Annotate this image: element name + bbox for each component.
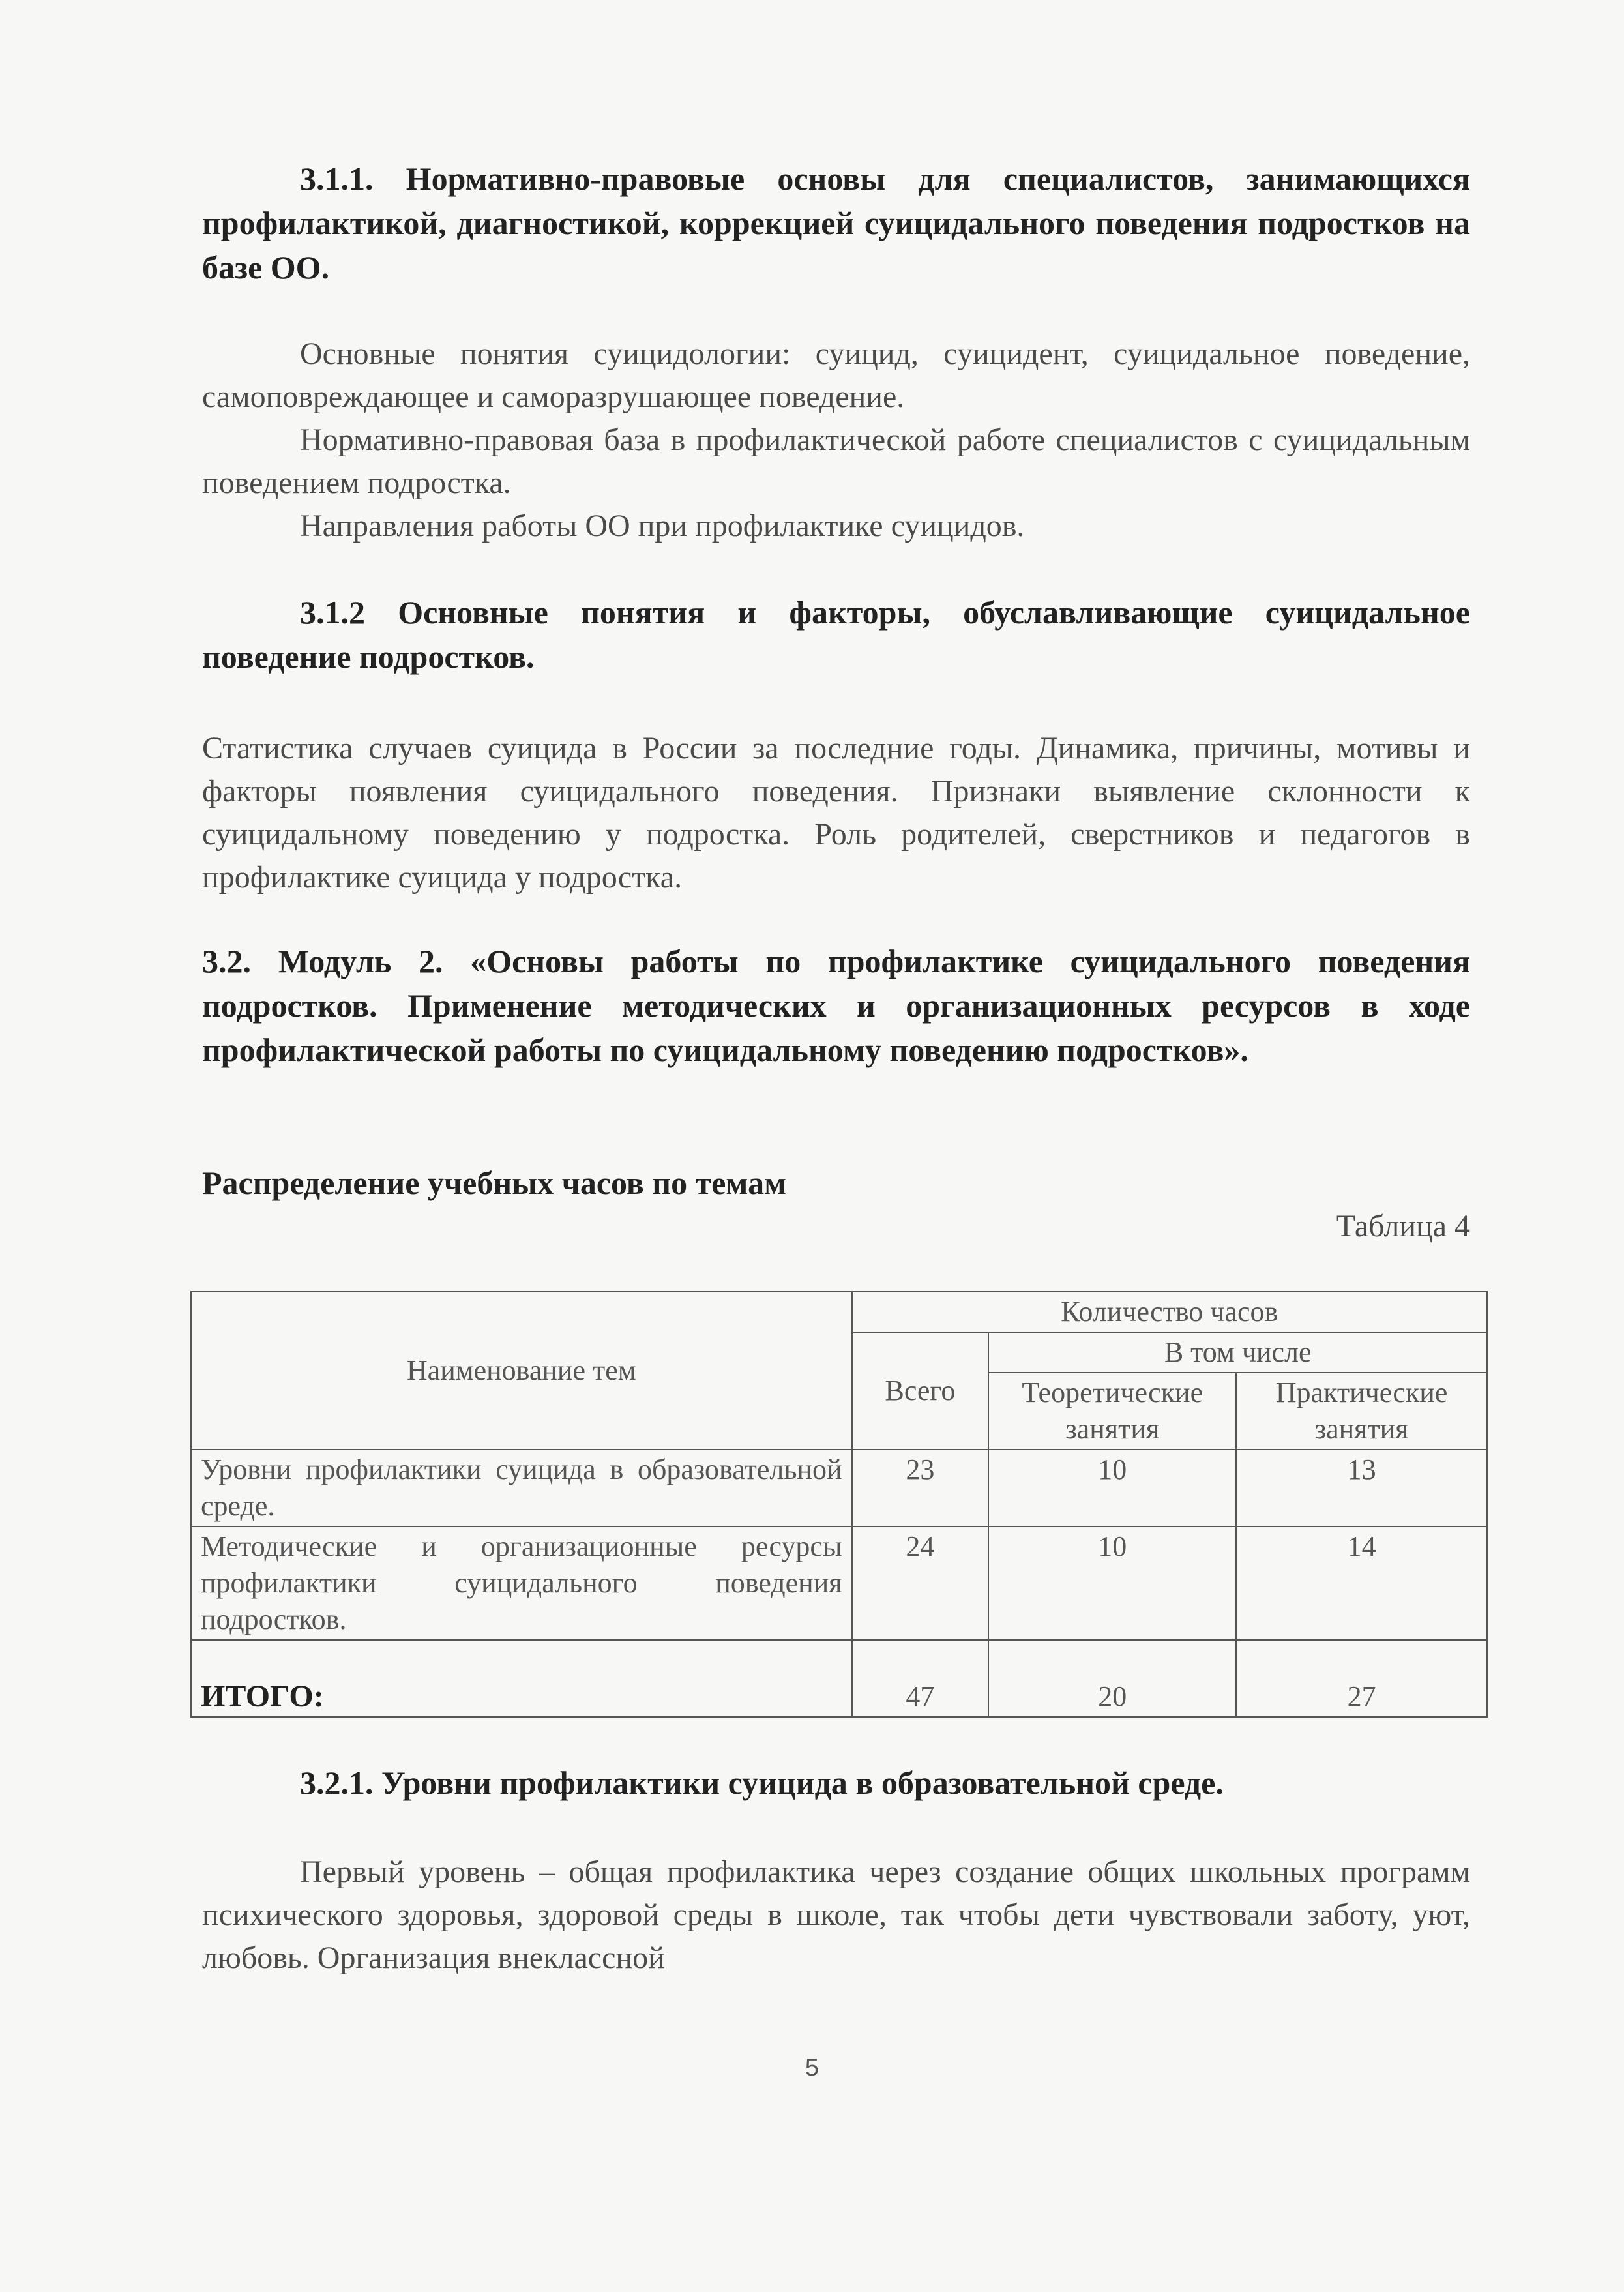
theory-cell: 10 (988, 1526, 1236, 1640)
module-heading: 3.2. Модуль 2. «Основы работы по профилактике суицидального поведения подростков. Применение методических и организационных ресурсов в ходе профилактической работы по суицидальному поведению подростков». (202, 943, 1470, 1068)
distribution-title: Распределение учебных часов по темам (202, 1165, 787, 1201)
practice-cell: 13 (1236, 1450, 1487, 1526)
total-label: ИТОГО: (191, 1640, 852, 1717)
section-3-2-1-body (202, 1851, 1470, 1980)
col-practice-header: Практические занятия (1236, 1373, 1487, 1450)
total-cell: 23 (852, 1450, 989, 1526)
paragraph: Первый уровень – общая профилактика через создание общих школьных программ психического здоровья, здоровой среды в школе, так чтобы дети чувствовали заботу, уют, любовь. Организация внеклассной (202, 1854, 1470, 1975)
theory-cell: 20 (988, 1640, 1236, 1717)
col-hours-header: Количество часов (852, 1292, 1487, 1332)
paragraph: Направления работы ОО при профилактике суицидов. (300, 509, 1025, 543)
section-3-1-2 (202, 590, 1470, 679)
section-heading: 3.1.1. Нормативно-правовые основы для специалистов, занимающихся профилактикой, диагностикой, коррекцией суицидального поведения подростков на базе ОО. (202, 160, 1470, 286)
practice-cell: 14 (1236, 1526, 1487, 1640)
table-row (191, 1450, 1487, 1526)
col-topics-header: Наименование тем (191, 1292, 852, 1450)
topic-cell: Уровни профилактики суицида в образовательной среде. (191, 1450, 852, 1526)
theory-cell: 10 (988, 1450, 1236, 1526)
hours-table (190, 1291, 1488, 1718)
page-number: 5 (805, 2054, 819, 2081)
paragraph: Статистика случаев суицида в России за последние годы. Динамика, причины, мотивы и факторы появления суицидального поведения. Признаки выявление склонности к суицидальному поведению у подростка. Роль родителей, сверстников и педагогов в профилактике суицида у подростка. (202, 731, 1470, 895)
total-row (191, 1640, 1487, 1717)
section-3-1-2-body (202, 727, 1470, 899)
topic-cell: Методические и организационные ресурсы профилактики суицидального поведения подростков. (191, 1526, 852, 1640)
col-including-header: В том числе (988, 1332, 1487, 1373)
practice-cell: 27 (1236, 1640, 1487, 1717)
distribution-header (202, 1161, 1470, 1248)
total-cell: 24 (852, 1526, 989, 1640)
total-cell: 47 (852, 1640, 989, 1717)
section-3-1-1 (202, 156, 1470, 290)
table-label: Таблица 4 (1336, 1209, 1470, 1243)
section-heading: 3.1.2 Основные понятия и факторы, обуславливающие суицидальное поведение подростков. (202, 594, 1470, 675)
section-3-1-1-body (202, 333, 1470, 548)
section-3-2 (202, 939, 1470, 1072)
col-total-header: Всего (852, 1332, 989, 1450)
paragraph: Основные понятия суицидологии: суицид, суицидент, суицидальное поведение, самоповреждающее и саморазрушающее поведение. (202, 336, 1470, 414)
section-3-2-1 (202, 1761, 1470, 1805)
paragraph: Нормативно-правовая база в профилактической работе специалистов с суицидальным поведением подростка. (202, 423, 1470, 500)
section-heading: 3.2.1. Уровни профилактики суицида в образовательной среде. (300, 1764, 1224, 1801)
table-row (191, 1526, 1487, 1640)
col-theory-header: Теоретические занятия (988, 1373, 1236, 1450)
